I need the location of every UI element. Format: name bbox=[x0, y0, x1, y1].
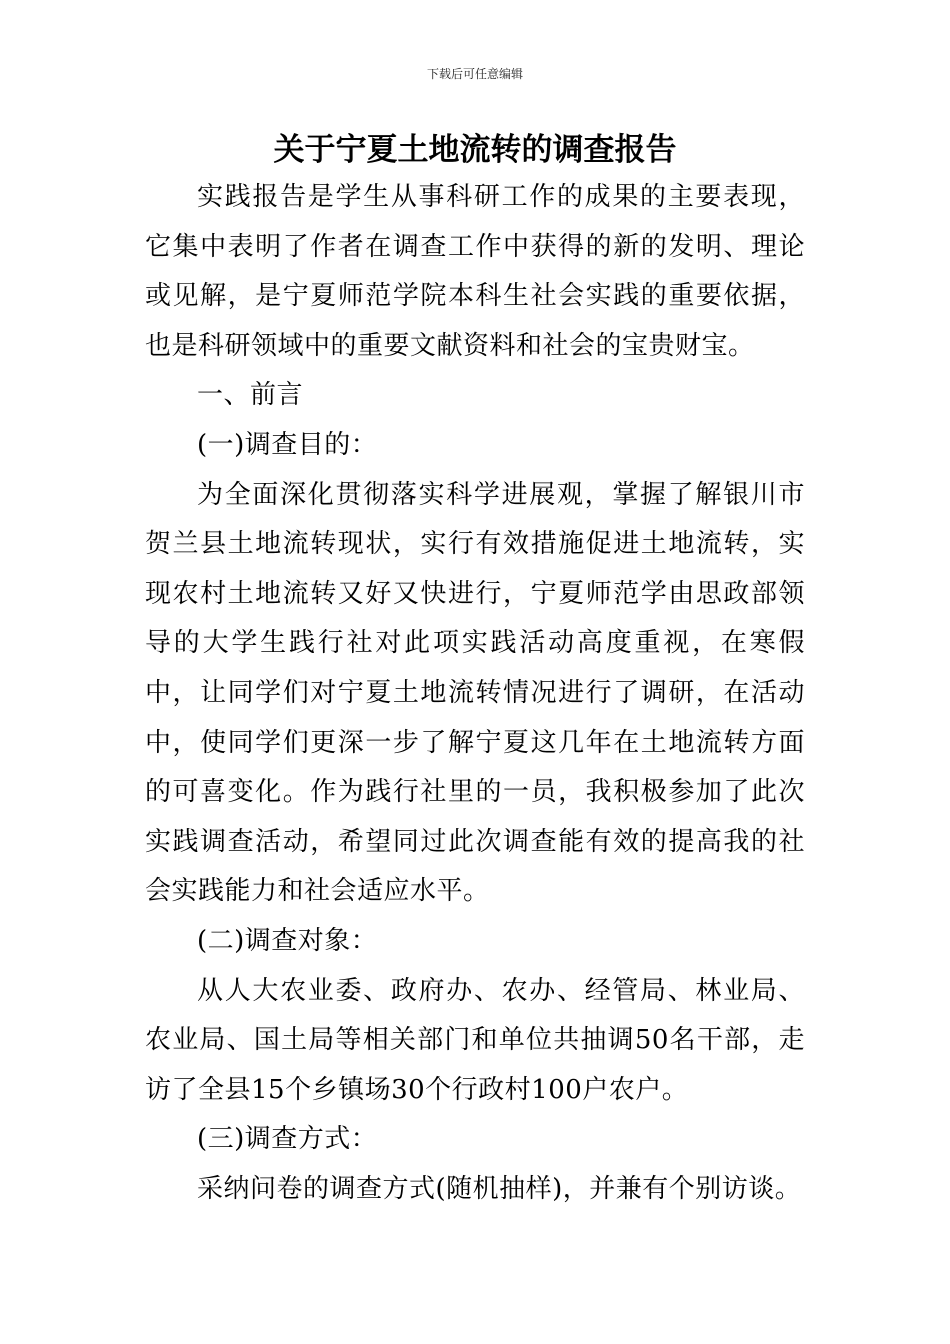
subjects-paragraph: 从人大农业委、政府办、农办、经管局、林业局、农业局、国土局等相关部门和单位共抽调50名干部，走访了全县15个乡镇场30个行政村100户农户。 bbox=[145, 975, 805, 1105]
intro-paragraph: 实践报告是学生从事科研工作的成果的主要表现，它集中表明了作者在调查工作中获得的新的发明、理论或见解，是宁夏师范学院本科生社会实践的重要依据，也是科研领域中的重要文献资料和社会的宝贵财宝。 bbox=[145, 182, 805, 361]
document-title: 关于宁夏土地流转的调查报告 bbox=[273, 132, 677, 168]
section-heading-preface: 一、前言 bbox=[197, 380, 304, 411]
method-paragraph: 采纳问卷的调查方式(随机抽样)，并兼有个别访谈。 bbox=[197, 1173, 802, 1204]
subsection-heading-subjects: (二)调查对象： bbox=[197, 925, 378, 956]
subsection-heading-purpose: (一)调查目的： bbox=[197, 429, 378, 460]
purpose-paragraph: 为全面深化贯彻落实科学进展观，掌握了解银川市贺兰县土地流转现状，实行有效措施促进土地流转，实现农村土地流转又好又快进行，宁夏师范学由思政部领导的大学生践行社对此项实践活动高度重视，在寒假中，让同学们对宁夏土地流转情况进行了调研，在活动中，使同学们更深一步了解宁夏这几年在土地流转方面的可喜变化。作为践行社里的一员，我积极参加了此次实践调查活动，希望同过此次调查能有效的提高我的社会实践能力和社会适应水平。 bbox=[145, 479, 805, 907]
page-header-note: 下载后可任意编辑 bbox=[426, 67, 523, 81]
document-body bbox=[145, 173, 805, 1214]
subsection-heading-method: (三)调查方式： bbox=[197, 1124, 378, 1155]
